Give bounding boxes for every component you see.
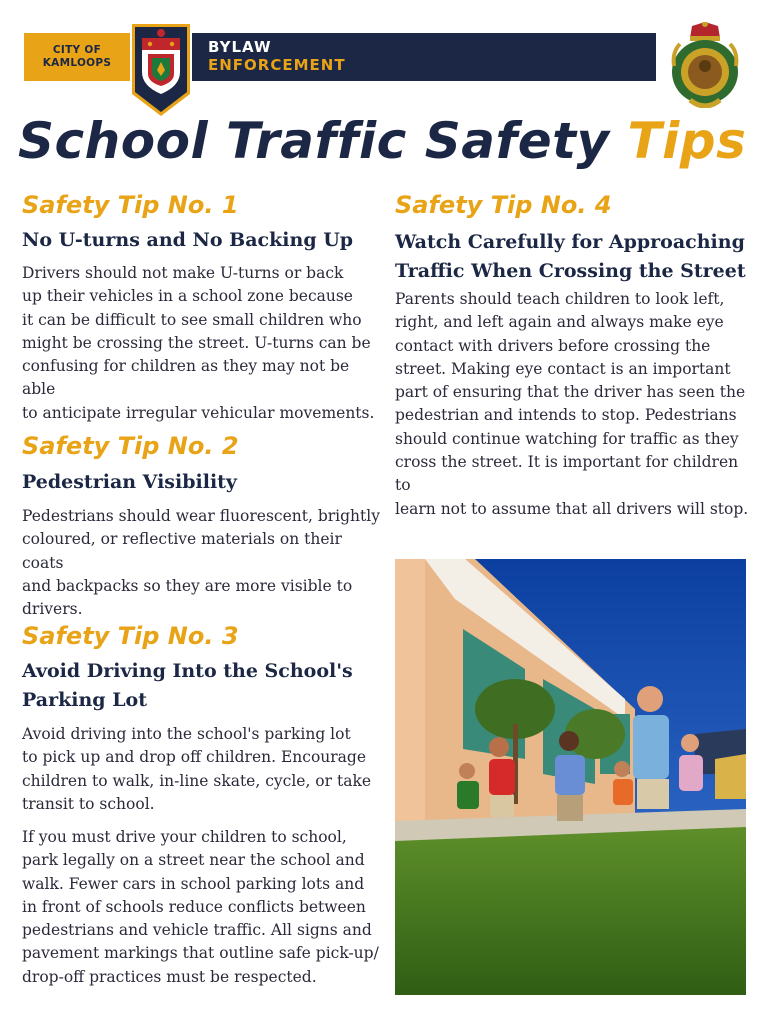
department-line-2: ENFORCEMENT xyxy=(208,56,346,74)
title-highlight: Tips xyxy=(627,112,747,170)
tip-4-heading: Watch Carefully for Approaching Traffic When Crossing the Street xyxy=(395,231,746,282)
rcmp-crest-icon xyxy=(668,22,742,108)
tip-1-label: Safety Tip No. 1 xyxy=(22,191,239,219)
tip-4-label: Safety Tip No. 4 xyxy=(395,191,612,219)
tip-4-body: Parents should teach children to look left, right, and left again and always make eye contact with drivers before crossing the street. Making eye contact is an important part of ensuring that the driver has seen the pedestrian and intends to stop. Pedestrians should continue watching for traffic as they cross the street. It is important for children to learn not to assume that all drivers will stop. xyxy=(395,290,749,518)
tip-2-heading: Pedestrian Visibility xyxy=(22,471,237,493)
tip-3-heading: Avoid Driving Into the School's Parking Lot xyxy=(22,660,353,711)
tip-1-body: Drivers should not make U-turns or back up their vehicles in a school zone because it can be difficult to see small children who might be crossing the street. U-turns can be confusing for children as they may not be able to anticipate irregular vehicular movements. xyxy=(22,264,375,422)
city-name-text: CITY OF KAMLOOPS xyxy=(42,44,112,69)
title-main: School Traffic Safety xyxy=(18,112,610,170)
kamloops-crest-icon xyxy=(130,24,192,118)
tip-3-body: Avoid driving into the school's parking lot to pick up and drop off children. Encourage children to walk, in-line skate, cycle, or take transit to school. xyxy=(22,725,372,813)
tip-3-body-continued: If you must drive your children to school, park legally on a street near the school and walk. Fewer cars in school parking lots and in front of schools reduce conflicts between pedestrians and vehicle traffic. All signs and pavement markings that outline safe pick-up/ drop-off practices must be respected. xyxy=(22,828,379,986)
tip-2-label: Safety Tip No. 2 xyxy=(22,432,239,460)
page-title xyxy=(18,106,758,176)
tip-3-label: Safety Tip No. 3 xyxy=(22,622,239,650)
children-running-photo xyxy=(395,559,746,995)
tip-2-body: Pedestrians should wear fluorescent, brightly coloured, or reflective materials on their coats and backpacks so they are more visible to drivers. xyxy=(22,507,380,619)
department-line-1: BYLAW xyxy=(208,38,272,56)
tip-1-heading: No U-turns and No Backing Up xyxy=(22,229,354,251)
city-of-kamloops-label xyxy=(24,33,130,81)
